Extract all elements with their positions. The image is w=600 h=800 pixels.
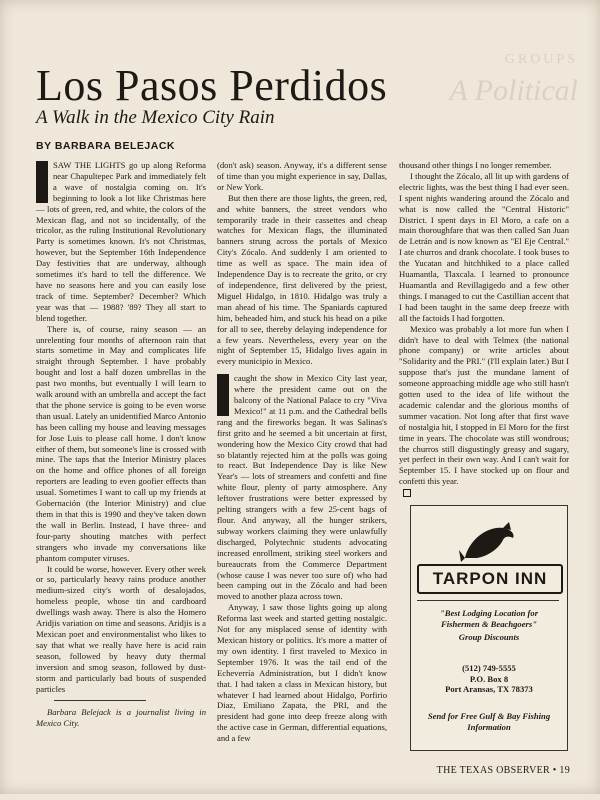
- paragraph: Mexico was probably a lot more fun when I didn't have to deal with Telmex (the national phone company) or write articles about "Solidarity and the PRI." (I'll explain later.) But I suppose that's just the mundane lament of someone approaching middle age who still hasn't gotten used to the idea of life without the academic calendar and the glorious months of summer vacation. Not long after that first wave of nostalgia hit, I stopped in El Moro for the first time in years. The chocolate was still wondrous; the churros still disgustingly greasy and sugary, yet perfect in their own way. And I can't wait for September 15. I have stocked up on flour and confetti this year.: [399, 323, 569, 487]
- ad-business-name: TARPON INN: [417, 564, 563, 594]
- ad-tagline: "Best Lodging Location for Fishermen & Beachgoers": [439, 608, 539, 629]
- ad-phone: (512) 749-5555: [462, 663, 516, 673]
- tarpon-inn-ad: [410, 505, 568, 751]
- drop-cap: I: [36, 161, 48, 203]
- paragraph: caught the show in Mexico City last year, where the president came out on the balcony of the National Palace to cry "Viva Mexico!" at 11 p.m. and the Cathedral bells rang and the fireworks began. It was Salinas's first grito and he seemed a bit uncertain at first, wondering how the Mexico City crowd that had so blatantly rejected him at the polls was going to react. But Independence Day is like New Year's — lots of streamers and confetti and fine white flour, plenty of party atmosphere. Any leftover frustrations were better expressed by pelting strangers with a few 25-cent bags of flour. And anyway, all the hunger strikers, subway workers claiming they were unlawfully discharged, Polytechnic students advocating increased enrollment, striking steel workers and bureaucrats from the Commerce Department (whose cause I was never too sure of) who had been camping out in the Zócalo and had been moved to another plaza across town.: [217, 373, 387, 602]
- divider: [417, 600, 559, 601]
- paragraph: There is, of course, rainy season — an unrelenting four months of afternoon rain that starts sometime in May and complicates life straight through September. I have probably bought and lost a half dozen umbrellas in the past two months, but eventually I will learn to walk around with an umbrella and accept the fact that the phone service is going to be even worse than usual. Lately an unidentified Marco Antonio has been calling my house and leaving messages for Jose Luis to please call home. I don't know either of them, but someone's line is crossed with mine. The taps that the Interior Ministry places on the home and office phones of all foreign reporters are leading to even goofier effects than usual. Sometimes I want to call up my friends at Gobernación (the Interior Ministry) and clue them in that this is 1990 and they've taken down the wall in Berlin. Instead, I have three- and four-party shouting matches with perfect strangers who invade my conversations like phantom computer viruses.: [36, 323, 206, 563]
- paragraph: I thought the Zócalo, all lit up with gardens of electric lights, was the best thing I had ever seen. I spent nights wandering around the Zócalo and what is now called the "Central Historic" District. I spent days in El Moro, a cafe on a main thoroughfare that was then called San Juan de Letrán and is now known as "El Eje Central." I ate churros and drank chocolate. I took buses to the Yucatan and hitchhiked to a place called Huamantla, Tlaxcala. I learned to pronounce Huamantla and Revillagigedo and a few other things. I managed to cut the Castillian accent that I had been taught in the same deep freeze with all the factoids I had forgotten.: [399, 170, 569, 323]
- article-title: Los Pasos Perdidos: [36, 61, 388, 110]
- byline: BY BARBARA BELEJACK: [36, 140, 176, 152]
- drop-cap: I: [217, 374, 229, 416]
- column-3: [399, 160, 569, 487]
- page-number: 19: [559, 765, 570, 776]
- paragraph: thousand other things I no longer remember.: [399, 160, 552, 170]
- ad-contact: [421, 663, 557, 695]
- end-mark-icon: [403, 489, 411, 497]
- author-bio: Barbara Belejack is a journalist living in Mexico City.: [36, 707, 206, 729]
- article-subtitle: A Walk in the Mexico City Rain: [36, 107, 275, 128]
- bleed-through-text: GROUPS A Political: [449, 52, 578, 107]
- paragraph: (don't ask) season. Anyway, it's a different sense of time than you might experience in say, Dallas, or New York.: [217, 160, 387, 192]
- publication-name: THE TEXAS OBSERVER: [436, 765, 550, 776]
- divider: [54, 700, 146, 701]
- ad-note: Send for Free Gulf & Bay Fishing Information: [427, 711, 551, 732]
- ad-group-discounts: Group Discounts: [458, 632, 520, 642]
- paragraph: Anyway, I saw those lights going up along Reforma last week and started getting nostalgic. Not for any misplaced sense of identity with Mexican history or politics. It's more a matter of my own identity. I first traveled to Mexico in September 1976. It was the tail end of the Echeverría Administration, but I didn't know that. I had taken a class in Mexican history, but whatever I had learned about Hidalgo, Porfirio Diaz, Emiliano Zapata, the PRI, and the president had gone into deep freeze along with the active case in German, differential equations, and a few: [217, 602, 387, 744]
- footer-bullet: •: [552, 765, 560, 776]
- ad-city: Port Aransas, TX 78373: [445, 684, 533, 695]
- column-2: [217, 160, 387, 778]
- paragraph: It could be worse, however. Every other week or so, particularly heavy rains produce another medium-sized city's worth of desalojados, homeless people, whose tin and cardboard dwellings wash away. There is also the Homero Aridjis variation on time and seasons. Aridjis is a Mexican poet and environmentalist who likes to say that what we really have here is acid rain season, followed by heavy duty thermal inversion and smog season, followed by dust-storm and particularly bad bouts of suspended particles: [36, 563, 206, 694]
- tarpon-fish-icon: [459, 520, 519, 564]
- paragraph: But then there are those lights, the green, red, and white banners, the street vendors who temporarily trade in their cassettes and cheap watches for Mexican flags, the illuminated banners strung across the portals of Mexico City's Zócalo. And suddenly I am oriented to time as well as space. The main idea of Independence Day is to recreate the grito, or cry of independence, first delivered by the priest, Miguel Hidalgo, in 1810. Hidalgo was truly a man ahead of his time. The Spaniards captured him, beheaded him, and stuck his head on a pike for all to see, thereby delaying independence for a few years. Nevertheless, every year on the night of September 15, Hidalgo lives again in every municipio in Mexico.: [217, 192, 387, 367]
- column-1: [36, 160, 206, 800]
- page-footer: [437, 765, 570, 776]
- paragraph: SAW THE LIGHTS go up along Reforma near Chapultepec Park and immediately felt a wave of nostalgia coming on. It's beginning to look a lot like Christmas here — lots of green, red, and white, the colors of the Mexican flag, and not so incidentally, of the tricolor, as the ruling Institutional Revolutionary Party is sometimes known. It's not Christmas, however, but the September 16th Independence Day festivities that are underway, although sometimes it's hard to tell the difference. We have no seasons here and you can easily lose track of time. September? December? Which year was that — 1988? '89? They all start to blend together.: [36, 160, 206, 323]
- ad-pobox: P.O. Box 8: [469, 673, 509, 684]
